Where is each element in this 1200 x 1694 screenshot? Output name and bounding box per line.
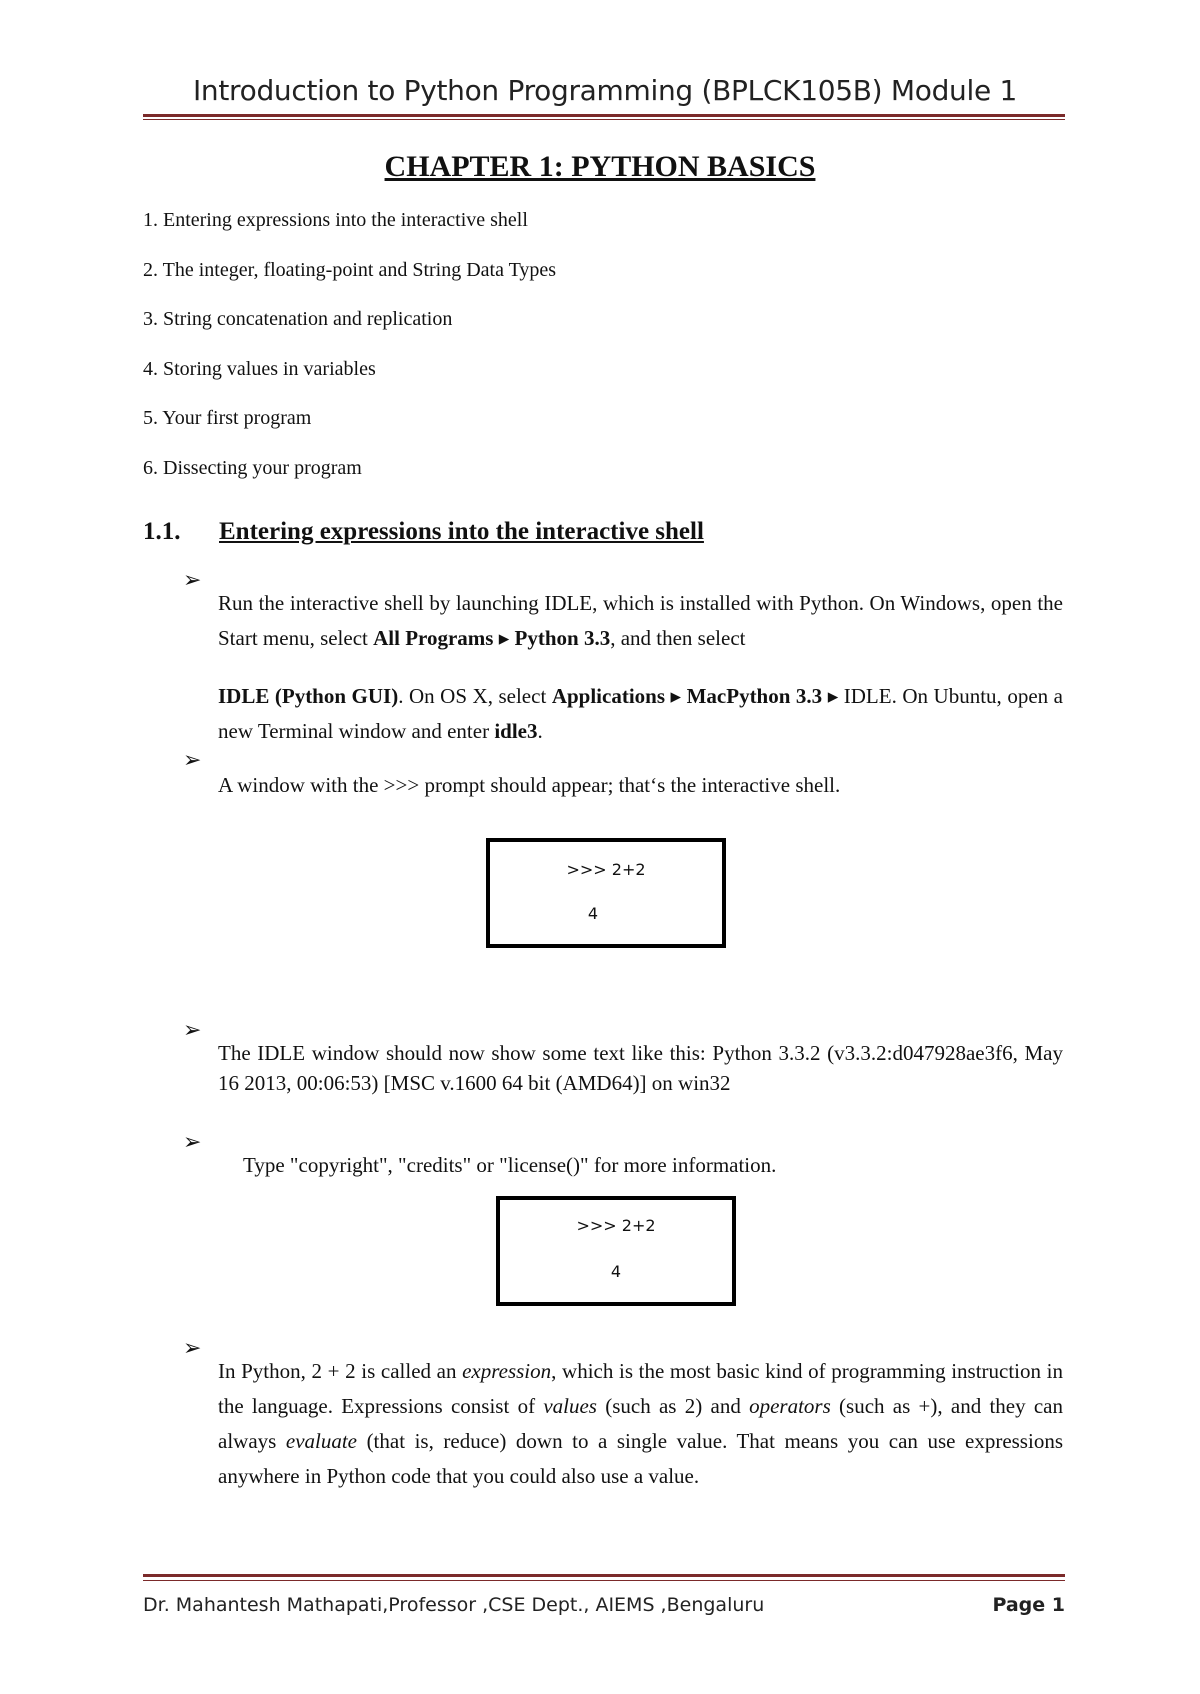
- text: In Python, 2 + 2 is called an: [218, 1359, 463, 1383]
- shell-result: 4: [587, 904, 599, 923]
- text: (that is, reduce) down to a single value. That means you can use expressions anywhere in Python code that you could also use a value.: [218, 1429, 1063, 1488]
- triangle-glyph: ▸: [493, 626, 515, 650]
- page-footer: [143, 1594, 1065, 1616]
- topic-list: [143, 208, 556, 505]
- text: . On Ubuntu, open a new Terminal window and enter: [218, 684, 1063, 743]
- bold-text: All Programs: [373, 626, 494, 650]
- triangle-glyph: ▸: [822, 684, 844, 708]
- italic-text: operators: [749, 1394, 831, 1418]
- bullet-idle-banner: The IDLE window should now show some text like this: Python 3.3.2 (v3.3.2:d047928ae3f6, May 16 2013, 00:06:53) [MSC v.1600 64 bit (AMD64)] on win32: [218, 1041, 1063, 1095]
- bold-text: Applications: [551, 684, 666, 708]
- section-number: 1.1.: [143, 518, 181, 545]
- topic-item: 3. String concatenation and replication: [143, 308, 453, 330]
- shell-result: 4: [610, 1262, 622, 1281]
- topic-item: 2. The integer, floating-point and String Data Types: [143, 258, 557, 281]
- bullet-arrow-icon: ➢: [183, 1130, 202, 1155]
- chapter-title: CHAPTER 1: PYTHON BASICS: [384, 150, 816, 183]
- topic-item: 1. Entering expressions into the interactive shell: [143, 209, 528, 231]
- text: (such as +), and they can always: [218, 1394, 1064, 1453]
- bold-text: idle3: [494, 719, 538, 743]
- bullet-arrow-icon: ➢: [183, 1336, 202, 1361]
- text: . On OS X, select: [398, 684, 552, 708]
- footer-rule-thin: [143, 1580, 1065, 1581]
- bullet-idle-launch-cont: [218, 679, 1063, 749]
- bullet-arrow-icon: ➢: [183, 568, 202, 593]
- running-header: Introduction to Python Programming (BPLCK105B) Module 1: [192, 74, 1018, 107]
- topic-item: 5. Your first program: [143, 407, 312, 429]
- header-rule-thin: [143, 119, 1065, 120]
- italic-text: evaluate: [285, 1429, 358, 1453]
- header-rule: [143, 114, 1065, 117]
- bold-text: IDLE (Python GUI): [218, 684, 399, 708]
- text: IDLE: [843, 684, 892, 708]
- bold-text: Python 3.3: [514, 626, 611, 650]
- text: .: [537, 719, 543, 743]
- bullet-arrow-icon: ➢: [183, 1018, 202, 1043]
- shell-prompt: >>> 2+2: [576, 1216, 656, 1235]
- text: , which is the most basic kind of programming instruction in the language. Expressions consist of: [218, 1359, 1063, 1418]
- footer-author: Dr. Mahantesh Mathapati,Professor ,CSE Dept., AIEMS ,Bengaluru: [143, 1594, 765, 1616]
- bold-text: MacPython 3.3: [686, 684, 823, 708]
- shell-prompt: >>> 2+2: [566, 860, 646, 879]
- bullet-prompt-appears: A window with the >>> prompt should appear; that‘s the interactive shell.: [218, 773, 841, 797]
- text: Run the interactive shell by launching IDLE, which is installed with Python. On Windows, open the Start menu, select: [218, 591, 1063, 650]
- bullet-expression-definition: [218, 1354, 1063, 1494]
- section-title: Entering expressions into the interactive shell: [219, 518, 704, 545]
- bullet-arrow-icon: ➢: [183, 748, 202, 773]
- footer-rule: [143, 1574, 1065, 1577]
- italic-text: expression: [462, 1359, 552, 1383]
- shell-example-box: [486, 838, 726, 948]
- bullet-idle-launch: [218, 586, 1063, 656]
- text: (such as 2) and: [596, 1394, 750, 1418]
- italic-text: values: [543, 1394, 597, 1418]
- page-number: Page 1: [992, 1594, 1065, 1616]
- shell-example-box: [496, 1196, 736, 1306]
- bullet-copyright-line: Type "copyright", "credits" or "license()" for more information.: [243, 1153, 777, 1177]
- text: , and then select: [610, 626, 746, 650]
- triangle-glyph: ▸: [665, 684, 687, 708]
- section-heading: [143, 518, 704, 546]
- topic-item: 4. Storing values in variables: [143, 357, 376, 380]
- topic-item: 6. Dissecting your program: [143, 456, 362, 479]
